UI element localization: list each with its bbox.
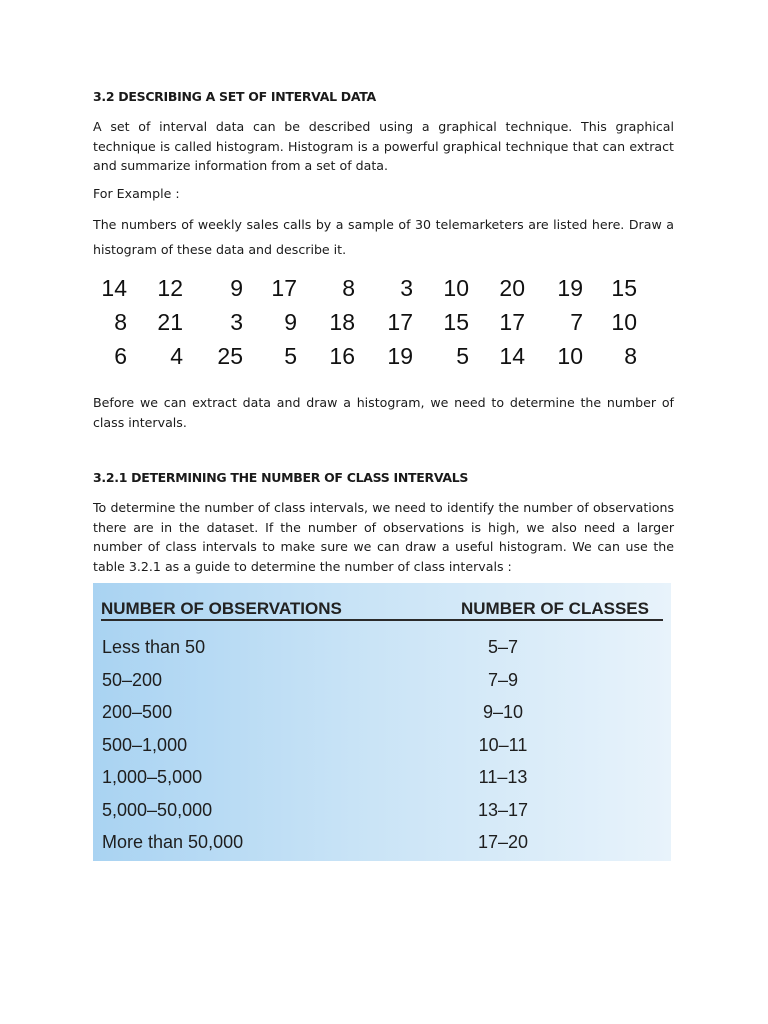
sales-calls-data <box>93 271 653 373</box>
sales-value: 9 <box>230 274 243 301</box>
sales-value: 8 <box>114 308 127 335</box>
classes-cell: 17–20 <box>477 832 529 852</box>
sales-value: 5 <box>456 342 469 369</box>
observations-cell: Less than 50 <box>102 637 206 657</box>
sales-value: 25 <box>217 342 243 369</box>
sales-value: 10 <box>557 342 583 369</box>
sales-value: 10 <box>443 274 469 301</box>
sales-value: 15 <box>443 308 469 335</box>
observations-cell: 500–1,000 <box>102 734 188 755</box>
sales-value: 15 <box>611 274 637 301</box>
table-row <box>93 631 671 663</box>
before-histogram-paragraph: Before we can extract data and draw a histogram, we need to determine the number of class intervals. <box>93 395 674 430</box>
header-classes: NUMBER OF CLASSES <box>461 599 649 618</box>
section-heading: 3.2 DESCRIBING A SET OF INTERVAL DATA <box>93 89 376 104</box>
table-row <box>93 761 671 793</box>
sales-value: 17 <box>387 308 413 335</box>
table-row <box>93 664 671 696</box>
sales-value: 9 <box>284 308 297 335</box>
observations-cell: 200–500 <box>102 702 173 722</box>
observations-cell: 50–200 <box>102 669 163 690</box>
example-paragraph: The numbers of weekly sales calls by a sample of 30 telemarketers are listed here. Draw a histogram of these data and describe it. <box>93 217 674 257</box>
table-row <box>93 696 671 728</box>
sales-value: 4 <box>170 342 183 369</box>
sales-row <box>93 339 653 373</box>
sales-value: 14 <box>499 342 525 369</box>
header-divider <box>101 619 663 621</box>
table-row <box>93 826 671 858</box>
example-label: For Example : <box>93 186 180 201</box>
class-intervals-table <box>93 583 671 861</box>
table-row <box>93 794 671 826</box>
sales-value: 5 <box>284 342 297 369</box>
sales-value: 12 <box>157 274 183 301</box>
sales-value: 6 <box>114 342 127 369</box>
sales-row <box>93 271 653 305</box>
sales-value: 18 <box>329 308 355 335</box>
sales-row <box>93 305 653 339</box>
sales-value: 8 <box>342 274 355 301</box>
sales-value: 20 <box>499 274 525 301</box>
classes-cell: 9–10 <box>482 702 524 722</box>
classes-cell: 7–9 <box>487 669 519 690</box>
sales-value: 19 <box>557 274 583 301</box>
table-row <box>93 729 671 761</box>
sales-value: 3 <box>230 308 243 335</box>
observations-cell: 5,000–50,000 <box>102 799 213 820</box>
class-intervals-paragraph: To determine the number of class intervals, we need to identify the number of observations there are in the dataset. If the number of observations is high, we also need a larger number of class intervals to make sure we can draw a useful histogram. We can use the table 3.2.1 as a guide to determine the number of class intervals : <box>93 500 674 574</box>
sales-value: 10 <box>611 308 637 335</box>
classes-cell: 11–13 <box>478 767 528 787</box>
sales-value: 17 <box>499 308 525 335</box>
sales-value: 16 <box>329 342 355 369</box>
classes-cell: 13–17 <box>477 799 529 820</box>
sales-value: 8 <box>624 342 637 369</box>
classes-cell: 5–7 <box>487 637 519 657</box>
sales-value: 14 <box>101 274 127 301</box>
sales-value: 7 <box>570 308 583 335</box>
sales-value: 19 <box>387 342 413 369</box>
intro-paragraph: A set of interval data can be described using a graphical technique. This graphical technique is called histogram. Histogram is a powerful graphical technique that can extract and summarize information from a set of data. <box>93 119 674 173</box>
header-observations: NUMBER OF OBSERVATIONS <box>101 599 342 618</box>
observations-cell: More than 50,000 <box>102 832 244 852</box>
subsection-heading: 3.2.1 DETERMINING THE NUMBER OF CLASS INTERVALS <box>93 470 469 485</box>
sales-value: 3 <box>400 274 413 301</box>
sales-value: 21 <box>157 308 183 335</box>
classes-cell: 10–11 <box>478 734 528 755</box>
sales-value: 17 <box>271 274 297 301</box>
observations-cell: 1,000–5,000 <box>102 767 203 787</box>
table-header <box>93 591 671 619</box>
